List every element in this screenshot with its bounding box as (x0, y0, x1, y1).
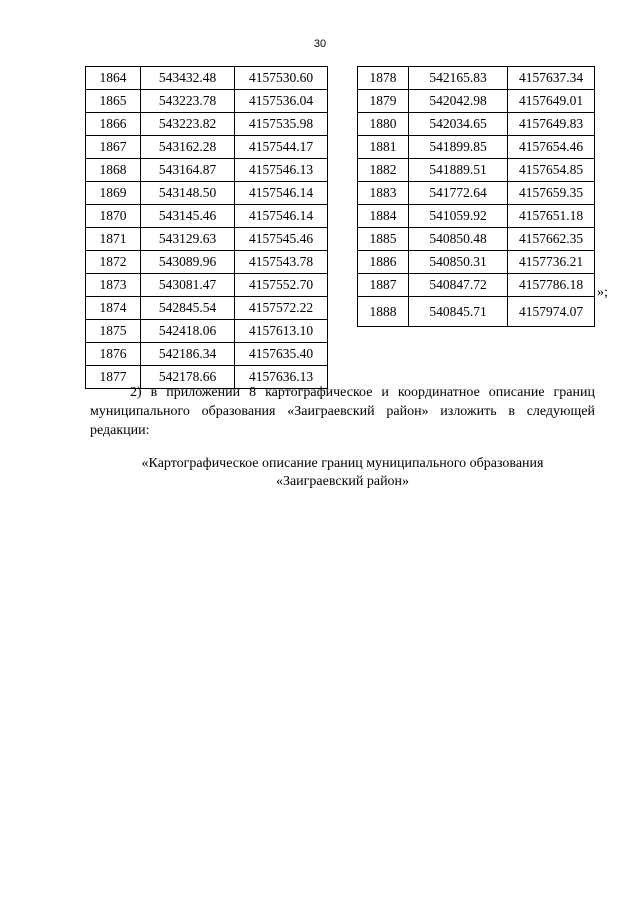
x-coordinate-cell: 541772.64 (409, 182, 508, 205)
y-coordinate-cell: 4157572.22 (235, 297, 328, 320)
x-coordinate-cell: 542165.83 (409, 67, 508, 90)
point-number-cell: 1877 (86, 366, 141, 389)
y-coordinate-cell: 4157543.78 (235, 251, 328, 274)
table-row (86, 136, 328, 159)
y-coordinate-cell: 4157613.10 (235, 320, 328, 343)
y-coordinate-cell: 4157651.18 (508, 205, 595, 228)
x-coordinate-cell: 541889.51 (409, 159, 508, 182)
point-number-cell: 1871 (86, 228, 141, 251)
y-coordinate-cell: 4157654.46 (508, 136, 595, 159)
y-coordinate-cell: 4157636.13 (235, 366, 328, 389)
x-coordinate-cell: 542186.34 (141, 343, 235, 366)
table-row (86, 297, 328, 320)
x-coordinate-cell: 540850.31 (409, 251, 508, 274)
point-number-cell: 1874 (86, 297, 141, 320)
y-coordinate-cell: 4157649.01 (508, 90, 595, 113)
y-coordinate-cell: 4157530.60 (235, 67, 328, 90)
x-coordinate-cell: 540847.72 (409, 274, 508, 297)
table-row (358, 113, 595, 136)
y-coordinate-cell: 4157637.34 (508, 67, 595, 90)
point-number-cell: 1880 (358, 113, 409, 136)
table-row (86, 113, 328, 136)
closing-quote: »; (597, 285, 608, 300)
y-coordinate-cell: 4157659.35 (508, 182, 595, 205)
x-coordinate-cell: 543432.48 (141, 67, 235, 90)
table-row (86, 67, 328, 90)
point-number-cell: 1879 (358, 90, 409, 113)
y-coordinate-cell: 4157736.21 (508, 251, 595, 274)
y-coordinate-cell: 4157649.83 (508, 113, 595, 136)
y-coordinate-cell: 4157662.35 (508, 228, 595, 251)
y-coordinate-cell: 4157544.17 (235, 136, 328, 159)
point-number-cell: 1870 (86, 205, 141, 228)
x-coordinate-cell: 543089.96 (141, 251, 235, 274)
x-coordinate-cell: 542042.98 (409, 90, 508, 113)
table-row (358, 228, 595, 251)
coordinates-table-left (85, 66, 328, 389)
point-number-cell: 1886 (358, 251, 409, 274)
x-coordinate-cell: 543223.82 (141, 113, 235, 136)
point-number-cell: 1869 (86, 182, 141, 205)
table-row (86, 90, 328, 113)
point-number-cell: 1888 (358, 297, 409, 327)
x-coordinate-cell: 542034.65 (409, 113, 508, 136)
point-number-cell: 1885 (358, 228, 409, 251)
x-coordinate-cell: 541059.92 (409, 205, 508, 228)
x-coordinate-cell: 542845.54 (141, 297, 235, 320)
point-number-cell: 1867 (86, 136, 141, 159)
point-number-cell: 1873 (86, 274, 141, 297)
heading-line-2: «Заиграевский район» (275, 474, 410, 489)
point-number-cell: 1864 (86, 67, 141, 90)
heading-line-1: «Картографическое описание границ муниципального образования (141, 456, 544, 471)
table-row (86, 228, 328, 251)
y-coordinate-cell: 4157535.98 (235, 113, 328, 136)
table-row (358, 67, 595, 90)
point-number-cell: 1878 (358, 67, 409, 90)
table-row (86, 159, 328, 182)
table-row (358, 182, 595, 205)
coordinates-table-right (357, 66, 595, 327)
x-coordinate-cell: 540845.71 (409, 297, 508, 327)
y-coordinate-cell: 4157552.70 (235, 274, 328, 297)
table-row (86, 274, 328, 297)
y-coordinate-cell: 4157635.40 (235, 343, 328, 366)
point-number-cell: 1876 (86, 343, 141, 366)
x-coordinate-cell: 542178.66 (141, 366, 235, 389)
table-row (358, 297, 595, 327)
point-number-cell: 1868 (86, 159, 141, 182)
table-row (358, 159, 595, 182)
point-number-cell: 1887 (358, 274, 409, 297)
y-coordinate-cell: 4157786.18 (508, 274, 595, 297)
point-number-cell: 1866 (86, 113, 141, 136)
y-coordinate-cell: 4157546.13 (235, 159, 328, 182)
x-coordinate-cell: 543223.78 (141, 90, 235, 113)
table-row (358, 136, 595, 159)
x-coordinate-cell: 543129.63 (141, 228, 235, 251)
point-number-cell: 1883 (358, 182, 409, 205)
x-coordinate-cell: 543162.28 (141, 136, 235, 159)
y-coordinate-cell: 4157546.14 (235, 205, 328, 228)
table-row (358, 274, 595, 297)
point-number-cell: 1865 (86, 90, 141, 113)
x-coordinate-cell: 541899.85 (409, 136, 508, 159)
table-row (86, 182, 328, 205)
section-heading (90, 455, 595, 491)
y-coordinate-cell: 4157974.07 (508, 297, 595, 327)
x-coordinate-cell: 543148.50 (141, 182, 235, 205)
table-row (358, 251, 595, 274)
x-coordinate-cell: 542418.06 (141, 320, 235, 343)
table-row (86, 343, 328, 366)
table-row (86, 320, 328, 343)
table-row (358, 205, 595, 228)
point-number-cell: 1882 (358, 159, 409, 182)
point-number-cell: 1884 (358, 205, 409, 228)
table-row (358, 90, 595, 113)
point-number-cell: 1872 (86, 251, 141, 274)
x-coordinate-cell: 543164.87 (141, 159, 235, 182)
y-coordinate-cell: 4157654.85 (508, 159, 595, 182)
table-row (86, 251, 328, 274)
x-coordinate-cell: 540850.48 (409, 228, 508, 251)
x-coordinate-cell: 543145.46 (141, 205, 235, 228)
x-coordinate-cell: 543081.47 (141, 274, 235, 297)
table-row (86, 205, 328, 228)
page-number: 30 (313, 38, 327, 50)
point-number-cell: 1881 (358, 136, 409, 159)
point-number-cell: 1875 (86, 320, 141, 343)
y-coordinate-cell: 4157545.46 (235, 228, 328, 251)
y-coordinate-cell: 4157546.14 (235, 182, 328, 205)
amendment-paragraph: 2) в приложении 8 картографическое и координатное описание границ муниципального образования «Заиграевский район» изложить в следующей редакции: (90, 385, 595, 438)
y-coordinate-cell: 4157536.04 (235, 90, 328, 113)
